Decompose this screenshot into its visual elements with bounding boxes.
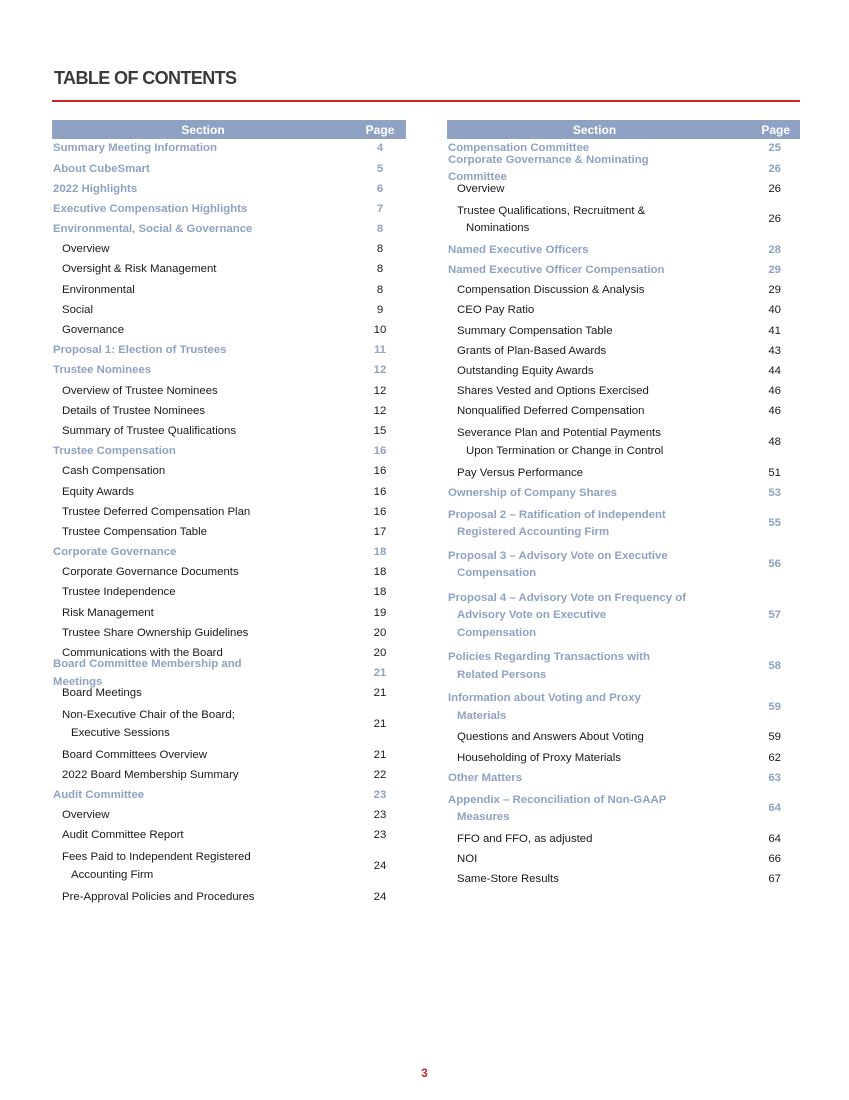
toc-entry-section bbox=[447, 831, 752, 849]
toc-entry[interactable] bbox=[52, 361, 406, 381]
toc-entry-text: Registered Accounting Firm bbox=[457, 526, 610, 539]
toc-entry-page: 5 bbox=[376, 162, 384, 175]
toc-entry-page: 8 bbox=[376, 243, 384, 256]
page-header: Page bbox=[761, 122, 790, 137]
toc-entry-text: Compensation bbox=[457, 626, 537, 639]
toc-entry-text: Nominations bbox=[466, 222, 530, 235]
toc-entry[interactable] bbox=[52, 200, 406, 220]
toc-entry-text: NOI bbox=[457, 853, 478, 866]
toc-entry-page: 21 bbox=[373, 748, 387, 761]
toc-entry-text: Same-Store Results bbox=[457, 873, 559, 886]
toc-entry-text: Proposal 2 – Ratification of Independent bbox=[448, 508, 666, 521]
toc-entry-section bbox=[52, 827, 354, 845]
toc-entry-section bbox=[52, 524, 354, 542]
toc-entry-text: Trustee Nominees bbox=[53, 364, 152, 377]
toc-entry[interactable] bbox=[52, 260, 406, 280]
toc-entry-section bbox=[52, 181, 354, 199]
toc-entry[interactable] bbox=[447, 382, 800, 402]
toc-entry-page: 28 bbox=[768, 243, 781, 256]
toc-column-left bbox=[52, 120, 406, 907]
toc-entry-page: 64 bbox=[768, 802, 781, 815]
toc-entry-page: 12 bbox=[373, 364, 387, 377]
toc-entry[interactable] bbox=[447, 301, 800, 321]
toc-entry-section bbox=[52, 544, 354, 562]
toc-entry-section bbox=[52, 302, 354, 320]
toc-entry-page: 44 bbox=[768, 365, 781, 378]
toc-entry-text: Summary Compensation Table bbox=[457, 324, 613, 337]
toc-header bbox=[447, 120, 800, 139]
toc-entry-page: 10 bbox=[373, 324, 387, 337]
toc-entry-page: 22 bbox=[373, 768, 387, 781]
toc-entry-text: Corporate Governance & Nominating Committee bbox=[448, 153, 649, 184]
toc-entry-text: Trustee Compensation Table bbox=[62, 525, 207, 538]
toc-entry-section bbox=[52, 161, 354, 179]
toc-entry-section bbox=[52, 140, 354, 158]
toc-entry-section bbox=[52, 463, 354, 481]
toc-entry-section bbox=[447, 690, 752, 725]
toc-entry-page: 11 bbox=[373, 344, 387, 357]
toc-entry[interactable] bbox=[52, 583, 406, 603]
toc-entry[interactable] bbox=[52, 442, 406, 462]
toc-entry[interactable] bbox=[52, 786, 406, 806]
toc-entry[interactable] bbox=[52, 846, 406, 887]
toc-entry-page: 18 bbox=[373, 546, 387, 559]
toc-entry-section bbox=[52, 403, 354, 421]
toc-entry[interactable] bbox=[52, 462, 406, 482]
toc-entry-text: Questions and Answers About Voting bbox=[457, 731, 644, 744]
toc-entry-section bbox=[52, 605, 354, 623]
toc-entry[interactable] bbox=[447, 422, 800, 463]
toc-entry[interactable] bbox=[447, 769, 800, 789]
toc-entry[interactable] bbox=[52, 624, 406, 644]
toc-entry-text: Pay Versus Performance bbox=[457, 466, 583, 479]
toc-entry-section bbox=[447, 729, 752, 747]
toc-entry-text: Trustee Share Ownership Guidelines bbox=[62, 626, 249, 639]
toc-entry-section bbox=[447, 302, 752, 320]
toc-rows-right bbox=[447, 139, 800, 890]
toc-entry-section bbox=[52, 221, 354, 239]
toc-entry-section bbox=[52, 685, 354, 703]
toc-entry[interactable] bbox=[52, 563, 406, 583]
page-title: TABLE OF CONTENTS bbox=[54, 68, 237, 88]
section-header: Section bbox=[181, 122, 225, 137]
page-header: Page bbox=[365, 122, 395, 137]
toc-entry[interactable] bbox=[52, 806, 406, 826]
toc-entry-text: Board Meetings bbox=[62, 687, 142, 700]
toc-entry-text: Environmental bbox=[62, 283, 135, 296]
toc-entry-section bbox=[52, 807, 354, 825]
toc-entry-page: 18 bbox=[373, 586, 387, 599]
toc-entry[interactable] bbox=[52, 482, 406, 502]
toc-entry-text: Governance bbox=[62, 324, 125, 337]
toc-column-right bbox=[447, 120, 800, 890]
toc-entry-text: Severance Plan and Potential Payments bbox=[457, 427, 661, 440]
toc-entry-text: Trustee Deferred Compensation Plan bbox=[62, 505, 251, 518]
toc-entry[interactable] bbox=[52, 139, 406, 159]
toc-entry-text: Pre-Approval Policies and Procedures bbox=[62, 890, 255, 903]
toc-entry-section bbox=[52, 564, 354, 582]
toc-entry-page: 62 bbox=[768, 751, 781, 764]
toc-entry-text: Proposal 1: Election of Trustees bbox=[53, 344, 227, 357]
toc-entry[interactable] bbox=[52, 765, 406, 785]
toc-entry-section bbox=[447, 323, 752, 341]
toc-entry-text: Executive Sessions bbox=[71, 726, 170, 739]
toc-entry-page: 66 bbox=[768, 853, 781, 866]
toc-entry-page: 63 bbox=[768, 771, 781, 784]
toc-entry-text: Appendix – Reconciliation of Non-GAAP bbox=[448, 793, 667, 806]
toc-entry-text: Audit Committee Report bbox=[62, 829, 184, 842]
toc-entry-page: 46 bbox=[768, 385, 781, 398]
toc-entry-section bbox=[447, 282, 752, 300]
toc-entry[interactable] bbox=[447, 789, 800, 830]
toc-entry[interactable] bbox=[447, 342, 800, 362]
toc-entry-page: 51 bbox=[768, 466, 781, 479]
toc-entry-text: Trustee Compensation bbox=[53, 445, 176, 458]
toc-entry-page: 24 bbox=[373, 890, 387, 903]
toc-entry-text: Overview of Trustee Nominees bbox=[62, 384, 218, 397]
toc-entry-section bbox=[447, 770, 752, 788]
toc-entry[interactable] bbox=[447, 153, 800, 184]
toc-entry[interactable] bbox=[447, 504, 800, 545]
toc-entry-section bbox=[52, 889, 354, 907]
toc-entry-page: 16 bbox=[373, 445, 387, 458]
toc-entry-section bbox=[52, 383, 354, 401]
toc-entry[interactable] bbox=[447, 321, 800, 341]
toc-entry-page: 43 bbox=[768, 344, 781, 357]
toc-entry[interactable] bbox=[52, 179, 406, 199]
toc-entry-text: Advisory Vote on Executive bbox=[457, 609, 607, 622]
toc-entry-page: 64 bbox=[768, 833, 781, 846]
toc-entry-section bbox=[52, 484, 354, 502]
toc-entry-section bbox=[52, 584, 354, 602]
toc-entry-page: 24 bbox=[373, 859, 387, 872]
toc-entry-page: 21 bbox=[373, 687, 387, 700]
toc-entry[interactable] bbox=[447, 545, 800, 586]
toc-entry-text: Proposal 3 – Advisory Vote on Executive bbox=[448, 549, 668, 562]
toc-entry-section bbox=[447, 181, 752, 199]
toc-entry-text: 2022 Highlights bbox=[53, 182, 138, 195]
toc-entry-text: Corporate Governance bbox=[53, 546, 177, 559]
toc-entry-section bbox=[447, 851, 752, 869]
toc-entry[interactable] bbox=[52, 658, 406, 688]
toc-entry-section bbox=[447, 343, 752, 361]
toc-entry-section bbox=[447, 590, 752, 643]
toc-entry-text: Nonqualified Deferred Compensation bbox=[457, 405, 645, 418]
toc-entry-page: 29 bbox=[768, 264, 781, 277]
toc-entry-page: 48 bbox=[768, 436, 781, 448]
toc-entry-text: Proposal 4 – Advisory Vote on Frequency of bbox=[448, 591, 686, 604]
toc-entry-text: Named Executive Officers bbox=[448, 243, 589, 256]
toc-entry-text: CEO Pay Ratio bbox=[457, 304, 535, 317]
toc-entry[interactable] bbox=[447, 362, 800, 382]
toc-entry-text: Measures bbox=[457, 811, 510, 824]
toc-entry-text: Policies Regarding Transactions with bbox=[448, 651, 650, 664]
toc-entry-text: Related Persons bbox=[457, 668, 547, 681]
toc-entry-section bbox=[447, 750, 752, 768]
toc-entry-text: Householding of Proxy Materials bbox=[457, 751, 621, 764]
toc-entry-text: Fees Paid to Independent Registered bbox=[62, 851, 251, 864]
toc-entry-page: 12 bbox=[373, 404, 387, 417]
toc-entry[interactable] bbox=[447, 830, 800, 850]
toc-entry[interactable] bbox=[52, 422, 406, 442]
toc-entry-text: Corporate Governance Documents bbox=[62, 566, 239, 579]
toc-entry[interactable] bbox=[52, 381, 406, 401]
toc-entry[interactable] bbox=[447, 200, 800, 241]
toc-entry-page: 21 bbox=[373, 718, 387, 730]
toc-entry-section bbox=[52, 849, 354, 884]
toc-entry-text: FFO and FFO, as adjusted bbox=[457, 833, 593, 846]
toc-header bbox=[52, 120, 406, 139]
toc-entry-page: 59 bbox=[768, 700, 781, 713]
toc-entry-page: 23 bbox=[373, 788, 387, 801]
toc-entry-section bbox=[52, 241, 354, 259]
toc-entry-page: 29 bbox=[768, 284, 781, 297]
section-header: Section bbox=[572, 122, 617, 137]
toc-entry-page: 12 bbox=[373, 384, 387, 397]
toc-entry-text: Executive Compensation Highlights bbox=[53, 202, 248, 215]
toc-entry[interactable] bbox=[52, 280, 406, 300]
toc-entry[interactable] bbox=[52, 502, 406, 522]
toc-entry-text: Accounting Firm bbox=[71, 868, 154, 881]
toc-entry-text: Details of Trustee Nominees bbox=[62, 404, 206, 417]
toc-entry-text: Overview bbox=[457, 182, 505, 195]
toc-entry[interactable] bbox=[447, 463, 800, 483]
toc-entry-section bbox=[52, 282, 354, 300]
toc-entry-section bbox=[447, 203, 752, 238]
toc-entry-page: 19 bbox=[373, 606, 387, 619]
toc-entry-text: Board Committees Overview bbox=[62, 748, 207, 761]
toc-entry-section bbox=[447, 465, 752, 483]
toc-entry-page: 4 bbox=[376, 142, 384, 155]
toc-entry-text: About CubeSmart bbox=[53, 162, 150, 175]
toc-entry[interactable] bbox=[52, 220, 406, 240]
toc-entry[interactable] bbox=[52, 523, 406, 543]
toc-entry-page: 25 bbox=[768, 142, 781, 155]
toc-entry-section bbox=[447, 383, 752, 401]
toc-entry-page: 58 bbox=[768, 659, 781, 672]
toc-entry-page: 40 bbox=[768, 304, 781, 317]
toc-entry-page: 15 bbox=[373, 424, 387, 437]
toc-entry-text: Materials bbox=[457, 709, 507, 722]
toc-entry-section bbox=[447, 871, 752, 889]
toc-entry-page: 20 bbox=[373, 626, 387, 639]
toc-entry-section bbox=[52, 747, 354, 765]
toc-entry-text: Environmental, Social & Governance bbox=[53, 223, 253, 236]
toc-entry[interactable] bbox=[447, 179, 800, 199]
toc-entry-section bbox=[447, 262, 752, 280]
toc-entry[interactable] bbox=[52, 401, 406, 421]
toc-entry-text: Grants of Plan-Based Awards bbox=[457, 344, 607, 357]
toc-entry[interactable] bbox=[52, 745, 406, 765]
toc-entry-section bbox=[52, 261, 354, 279]
toc-entry-section bbox=[447, 548, 752, 583]
toc-entry-page: 23 bbox=[373, 829, 387, 842]
toc-entry-section bbox=[447, 507, 752, 542]
toc-entry-text: Non-Executive Chair of the Board; bbox=[62, 709, 235, 722]
toc-entry-page: 41 bbox=[768, 324, 781, 337]
toc-entry[interactable] bbox=[52, 159, 406, 179]
toc-entry-page: 55 bbox=[768, 517, 781, 530]
toc-entry-text: Ownership of Company Shares bbox=[448, 486, 617, 499]
toc-entry-page: 21 bbox=[373, 667, 387, 680]
toc-entry-text: Other Matters bbox=[448, 771, 523, 784]
toc-entry-page: 26 bbox=[768, 182, 781, 195]
toc-entry-section bbox=[52, 322, 354, 340]
toc-entry[interactable] bbox=[447, 850, 800, 870]
toc-entry-text: Upon Termination or Change in Control bbox=[466, 444, 664, 457]
toc-entry-text: Social bbox=[62, 303, 94, 316]
toc-entry-page: 20 bbox=[373, 647, 387, 660]
toc-entry[interactable] bbox=[447, 586, 800, 647]
toc-entry[interactable] bbox=[447, 402, 800, 422]
toc-entry-section bbox=[447, 649, 752, 684]
toc-entry-page: 53 bbox=[768, 486, 781, 499]
toc-entry-page: 9 bbox=[376, 303, 384, 316]
toc-entry-text: Trustee Qualifications, Recruitment & bbox=[457, 204, 646, 217]
toc-entry[interactable] bbox=[52, 887, 406, 907]
toc-entry-section bbox=[447, 363, 752, 381]
toc-entry-page: 8 bbox=[376, 283, 384, 296]
toc-entry-section bbox=[52, 362, 354, 380]
toc-entry[interactable] bbox=[52, 543, 406, 563]
toc-entry-text: Trustee Independence bbox=[62, 586, 176, 599]
toc-entry[interactable] bbox=[447, 646, 800, 687]
toc-entry-text: Board Committee Membership and Meetings bbox=[53, 658, 242, 688]
toc-entry-page: 57 bbox=[768, 609, 781, 622]
toc-entry-page: 23 bbox=[373, 809, 387, 822]
toc-entry-text: 2022 Board Membership Summary bbox=[62, 768, 239, 781]
toc-entry-text: Compensation bbox=[457, 567, 537, 580]
toc-entry-text: Named Executive Officer Compensation bbox=[448, 264, 665, 277]
toc-entry-text: Risk Management bbox=[62, 606, 154, 619]
toc-entry[interactable] bbox=[447, 728, 800, 748]
toc-entry-page: 8 bbox=[376, 263, 384, 276]
toc-entry-section bbox=[52, 504, 354, 522]
toc-entry[interactable] bbox=[52, 603, 406, 623]
toc-entry-section bbox=[52, 707, 354, 742]
toc-entry[interactable] bbox=[447, 870, 800, 890]
toc-entry-text: Compensation Committee bbox=[448, 142, 590, 155]
toc-entry-text: Shares Vested and Options Exercised bbox=[457, 385, 649, 398]
title-rule bbox=[52, 100, 800, 102]
page-number: 3 bbox=[421, 1066, 428, 1080]
toc-entry[interactable] bbox=[52, 704, 406, 745]
toc-entry-section bbox=[447, 425, 752, 460]
toc-entry-section bbox=[447, 792, 752, 827]
toc-entry-text: Oversight & Risk Management bbox=[62, 263, 217, 276]
toc-entry-section bbox=[52, 201, 354, 219]
toc-entry-page: 59 bbox=[768, 731, 781, 744]
toc-entry-section bbox=[52, 767, 354, 785]
toc-entry[interactable] bbox=[52, 341, 406, 361]
toc-entry-text: Summary of Trustee Qualifications bbox=[62, 424, 237, 437]
toc-entry-page: 16 bbox=[373, 505, 387, 518]
toc-entry[interactable] bbox=[52, 826, 406, 846]
toc-entry[interactable] bbox=[447, 483, 800, 503]
toc-entry[interactable] bbox=[52, 301, 406, 321]
toc-entry-section bbox=[447, 485, 752, 503]
toc-entry-page: 26 bbox=[768, 162, 781, 175]
toc-entry-section bbox=[447, 403, 752, 421]
toc-entry-page: 46 bbox=[768, 405, 781, 418]
toc-entry[interactable] bbox=[447, 281, 800, 301]
toc-entry-page: 8 bbox=[376, 223, 384, 236]
toc-entry-section bbox=[52, 443, 354, 461]
toc-entry-page: 7 bbox=[376, 202, 384, 215]
toc-entry-section bbox=[52, 342, 354, 360]
toc-entry-page: 67 bbox=[768, 873, 781, 886]
toc-entry[interactable] bbox=[52, 684, 406, 704]
toc-entry-text: Audit Committee bbox=[53, 788, 145, 801]
toc-entry-text: Information about Voting and Proxy bbox=[448, 692, 641, 705]
toc-entry-text: Summary Meeting Information bbox=[53, 142, 217, 155]
toc-entry-text: Compensation Discussion & Analysis bbox=[457, 284, 645, 297]
toc-entry-section bbox=[52, 625, 354, 643]
toc-entry-text: Overview bbox=[62, 809, 110, 822]
toc-entry-section bbox=[447, 242, 752, 260]
toc-entry-page: 56 bbox=[768, 558, 781, 571]
toc-entry[interactable] bbox=[447, 748, 800, 768]
toc-entry[interactable] bbox=[447, 261, 800, 281]
toc-entry-text: Overview bbox=[62, 243, 110, 256]
toc-entry-text: Equity Awards bbox=[62, 485, 134, 498]
toc-entry-section bbox=[52, 787, 354, 805]
toc-entry-text: Cash Compensation bbox=[62, 465, 166, 478]
toc-entry-page: 16 bbox=[373, 485, 387, 498]
toc-entry[interactable] bbox=[447, 687, 800, 728]
toc-entry-page: 16 bbox=[373, 465, 387, 478]
toc-entry[interactable] bbox=[447, 241, 800, 261]
toc-entry-page: 6 bbox=[376, 182, 384, 195]
toc-entry[interactable] bbox=[52, 321, 406, 341]
toc-entry-page: 17 bbox=[373, 525, 387, 538]
toc-entry-text: Outstanding Equity Awards bbox=[457, 365, 594, 378]
toc-entry-page: 18 bbox=[373, 566, 387, 579]
toc-rows-left bbox=[52, 139, 406, 907]
toc-entry-page: 26 bbox=[768, 213, 781, 226]
toc-entry-text: Communications with the Board bbox=[62, 647, 223, 660]
toc-entry[interactable] bbox=[52, 240, 406, 260]
toc-entry-section bbox=[52, 423, 354, 441]
